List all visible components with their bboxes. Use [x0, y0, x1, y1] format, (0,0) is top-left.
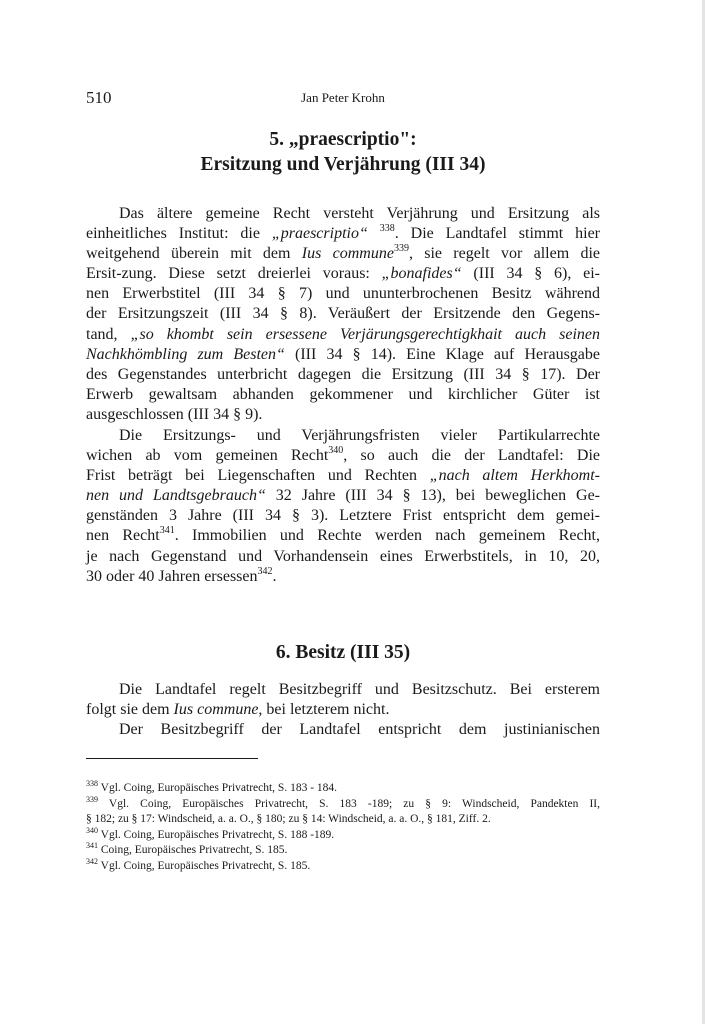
text-line: einheitliches Institut: die „praescriptio“ $^{338}$. Die Landtafel stimmt hier	[86, 223, 601, 243]
text-line: nen Erwerbstitel (III 34 § 7) und ununterbrochenen Besitz während	[86, 285, 600, 303]
footnote-339: $^{339}$ Vgl. Coing, Europäisches Privatrecht, S. 183 -189; zu § 9: Windscheid, Pandekten II,	[86, 794, 600, 810]
section-6-heading: 6. Besitz (III 35)	[275, 642, 411, 663]
footnote-339-continued: § 182; zu § 17: Windscheid, a. a. O., § 180; zu § 14: Windscheid, a. a. O., § 181, Ziff. 2.	[86, 813, 491, 825]
text-line: je nach Gegenstand und Vorhandensein eines Erwerbstitels, in 10, 20,	[86, 547, 600, 565]
paragraph-1	[86, 204, 600, 425]
footnote-ref-338: 338	[379, 223, 395, 235]
text-line: der Ersitzungszeit (III 34 § 8). Veräußert der Ersitzende den Gegens-	[86, 305, 600, 323]
footnote-ref-340: 340	[328, 445, 344, 457]
section-5-heading	[86, 127, 600, 177]
text-line: genständen 3 Jahre (III 34 § 3). Letztere Frist entspricht dem gemei-	[86, 507, 600, 525]
text-line: folgt sie dem Ius commune, bei letzterem nicht.	[86, 701, 390, 719]
page-number: 510	[86, 88, 112, 107]
paragraph-2	[86, 426, 600, 587]
text-line: des Gegenstandes unterbricht dagegen die Ersitzung (III 34 § 17). Der	[86, 365, 600, 383]
paragraph-3	[86, 680, 600, 740]
footnotes	[86, 781, 600, 874]
text-line: Der Besitzbegriff der Landtafel entspricht dem justinianischen	[119, 721, 600, 739]
text-line: Die Landtafel regelt Besitzbegriff und Besitzschutz. Bei ersterem	[119, 681, 600, 698]
text-line: Frist beträgt bei Liegenschaften und Rechten „nach altem Herkhomt-	[86, 467, 600, 485]
text-line: Das ältere gemeine Recht versteht Verjährung und Ersitzung als	[119, 205, 600, 222]
text-line: ausgeschlossen (III 34 § 9).	[86, 405, 263, 423]
text-line: Die Ersitzungs- und Verjährungsfristen vieler Partikularrechte	[119, 427, 600, 444]
footnote-342: $^{342}$ Vgl. Coing, Europäisches Privatrecht, S. 185.	[86, 856, 311, 872]
footnote-ref-339: 339	[393, 243, 409, 255]
section-5-title-line-1: 5. „praescriptio":	[269, 129, 417, 150]
footnote-338: $^{338}$ Vgl. Coing, Europäisches Privatrecht, S. 183 - 184.	[86, 779, 338, 794]
footnote-340: $^{340}$ Vgl. Coing, Europäisches Privatrecht, S. 188 -189.	[86, 825, 335, 841]
text-line: Erwerb gewaltsam abhanden gekommener und kirchlicher Güter ist	[86, 385, 600, 403]
running-author: Jan Peter Krohn	[301, 90, 385, 105]
text-line: wichen ab vom gemeinen Recht$^{340}$, so auch die der Landtafel: Die	[86, 445, 601, 465]
section-5-title-line-2: Ersitzung und Verjährung (III 34)	[200, 154, 486, 175]
footnote-ref-342: 342	[257, 565, 273, 577]
text-line: nen Recht$^{341}$. Immobilien und Rechte werden nach gemeinem Recht,	[86, 525, 600, 545]
text-line: Nachkhömbling zum Besten“ (III 34 § 14). Eine Klage auf Herausgabe	[86, 345, 601, 363]
footnote-ref-341: 341	[159, 525, 175, 537]
text-line: tand, „so khombt sein ersessene Verjärungsgerechtigkhait auch seinen	[86, 325, 600, 343]
footnote-separator	[86, 758, 258, 759]
text-line: weitgehend überein mit dem Ius commune$^{339}$, sie regelt vor allem die	[86, 243, 601, 263]
text-line: Ersit-zung. Diese setzt dreierlei voraus: „bonafides“ (III 34 § 6), ei-	[86, 265, 601, 283]
running-header	[86, 88, 600, 110]
text-line: 30 oder 40 Jahren ersessen$^{342}$.	[86, 565, 277, 585]
footnote-341: $^{341}$ Coing, Europäisches Privatrecht, S. 185.	[86, 841, 288, 856]
text-line: nen und Landtsgebrauch“ 32 Jahre (III 34 § 13), bei beweglichen Ge-	[86, 487, 601, 505]
